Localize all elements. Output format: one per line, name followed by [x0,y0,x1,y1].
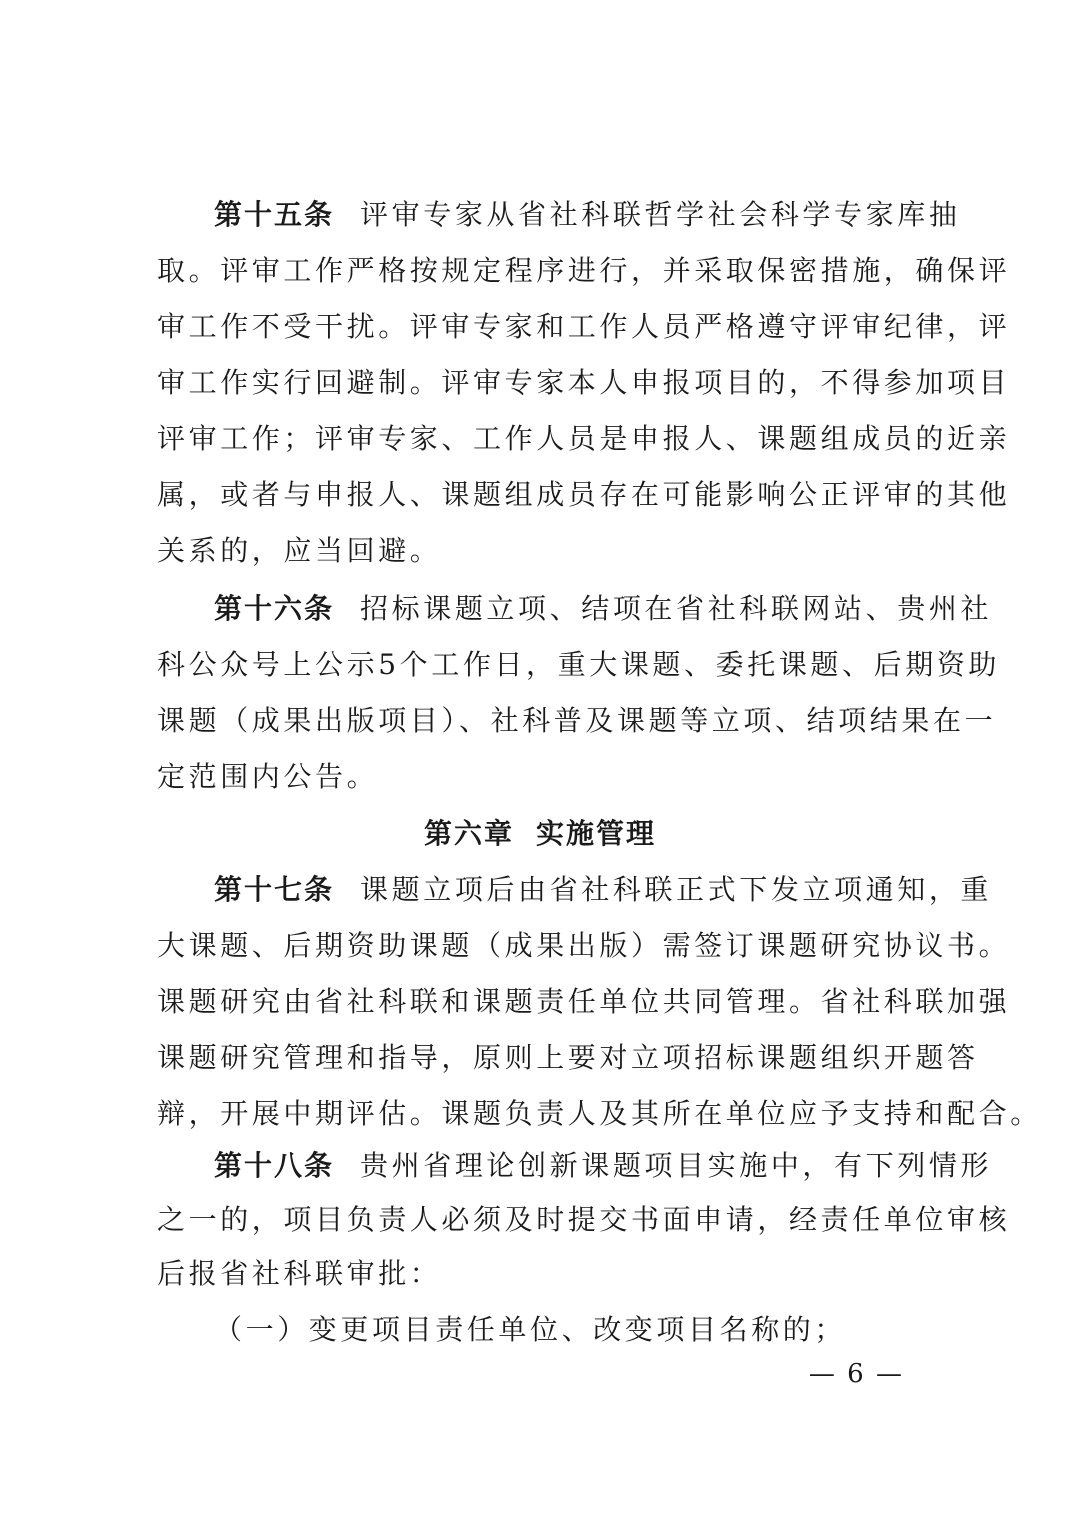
article-15-line-1: 第十五条 评审专家从省社科联哲学社会科学专家库抽 [214,198,961,231]
article-18-line-3: 后报省社科联审批： [157,1257,442,1290]
article-18-line-2: 之一的，项目负责人必须及时提交书面申请，经责任单位审核 [157,1203,1011,1236]
article-17-line-3: 课题研究由省社科联和课题责任单位共同管理。省社科联加强 [157,985,1011,1018]
article-16-line-4: 定范围内公告。 [157,760,379,793]
article-17-label: 第十七条 [214,873,335,906]
chapter-number: 第六章 [423,817,514,850]
article-18-line-1: 第十八条 贵州省理论创新课题项目实施中，有下列情形 [214,1149,993,1182]
article-15-label: 第十五条 [214,198,335,231]
article-16-line-2: 科公众号上公示5个工作日，重大课题、委托课题、后期资助 [157,648,1001,681]
article-15-line-4: 审工作实行回避制。评审专家本人申报项目的，不得参加项目 [157,366,1011,399]
article-15-line-7: 关系的，应当回避。 [157,534,442,567]
article-16-line-3: 课题（成果出版项目）、社科普及课题等立项、结项结果在一 [157,704,997,737]
article-17-line-5: 辩，开展中期评估。课题负责人及其所在单位应予支持和配合。 [157,1097,1042,1130]
chapter-heading [0,806,1080,862]
article-17-line-2: 大课题、后期资助课题（成果出版）需签订课题研究协议书。 [157,929,1011,962]
article-17-line-4: 课题研究管理和指导，原则上要对立项招标课题组织开题答 [157,1041,979,1074]
article-18-label: 第十八条 [214,1149,335,1182]
chapter-title: 实施管理 [536,817,657,850]
article-15-line-3: 审工作不受干扰。评审专家和工作人员严格遵守评审纪律，评 [157,310,1011,343]
page-number: — 6 — [808,1359,904,1389]
article-17-line-1: 第十七条 课题立项后由省社科联正式下发立项通知，重 [214,873,993,906]
article-16-line-1: 第十六条 招标课题立项、结项在省社科联网站、贵州社 [214,592,993,625]
list-item-1: （一）变更项目责任单位、改变项目名称的； [214,1313,847,1346]
article-16-label: 第十六条 [214,592,335,625]
article-15-line-5: 评审工作；评审专家、工作人员是申报人、课题组成员的近亲 [157,422,1011,455]
article-15-line-2: 取。评审工作严格按规定程序进行，并采取保密措施，确保评 [157,254,1011,287]
article-15-line-6: 属，或者与申报人、课题组成员存在可能影响公正评审的其他 [157,478,1011,511]
